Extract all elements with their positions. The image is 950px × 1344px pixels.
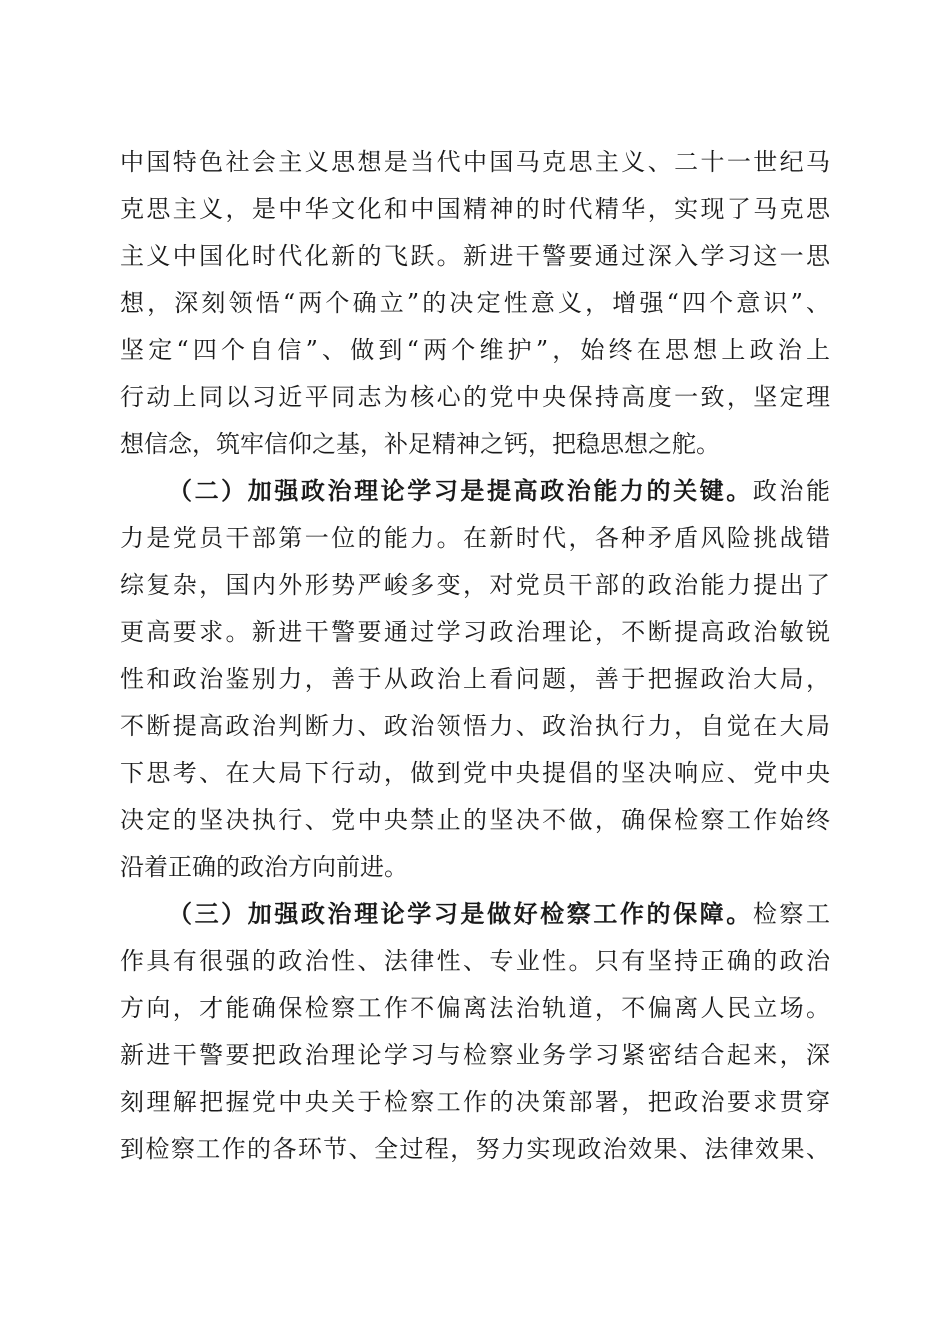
body-text-line: 沿着正确的政治方向前进。 <box>120 853 408 881</box>
section-first-line <box>168 471 830 511</box>
section-heading: （二）加强政治理论学习是提高政治能力的关键。 <box>168 476 753 505</box>
body-text-line: 克思主义，是中华文化和中国精神的时代精华，实现了马克思 <box>120 195 830 223</box>
body-text-line: 刻理解把握党中央关于检察工作的决策部署，把政治要求贯穿 <box>120 1088 830 1116</box>
body-text-line: 行动上同以习近平同志为核心的党中央保持高度一致，坚定理 <box>120 383 830 411</box>
body-text-line: 不断提高政治判断力、政治领悟力、政治执行力，自觉在大局 <box>120 712 830 740</box>
section-first-line <box>168 894 830 934</box>
body-text-line: 想，深刻领悟“两个确立”的决定性意义，增强“四个意识”、 <box>120 289 830 317</box>
body-text-line: 作具有很强的政治性、法律性、专业性。只有坚持正确的政治 <box>120 947 830 975</box>
body-text-line: 中国特色社会主义思想是当代中国马克思主义、二十一世纪马 <box>120 148 830 176</box>
body-text-line: 力是党员干部第一位的能力。在新时代，各种矛盾风险挑战错 <box>120 524 830 552</box>
body-text-line: 综复杂，国内外形势严峻多变，对党员干部的政治能力提出了 <box>120 571 830 599</box>
section-heading: （三）加强政治理论学习是做好检察工作的保障。 <box>168 899 753 928</box>
body-text: 检察工 <box>752 900 831 928</box>
body-text: 政治能 <box>752 477 831 505</box>
body-text-line: 想信念，筑牢信仰之基，补足精神之钙，把稳思想之舵。 <box>120 430 720 458</box>
body-text-line: 决定的坚决执行、党中央禁止的坚决不做，确保检察工作始终 <box>120 806 830 834</box>
body-text-line: 坚定“四个自信”、做到“两个维护”，始终在思想上政治上 <box>120 336 830 364</box>
body-text-line: 更高要求。新进干警要通过学习政治理论，不断提高政治敏锐 <box>120 618 830 646</box>
body-text-line: 主义中国化时代化新的飞跃。新进干警要通过深入学习这一思 <box>120 242 830 270</box>
body-text-line: 下思考、在大局下行动，做到党中央提倡的坚决响应、党中央 <box>120 759 830 787</box>
body-text-line: 方向，才能确保检察工作不偏离法治轨道，不偏离人民立场。 <box>120 994 830 1022</box>
body-text-line: 新进干警要把政治理论学习与检察业务学习紧密结合起来，深 <box>120 1041 830 1069</box>
body-text-line: 性和政治鉴别力，善于从政治上看问题，善于把握政治大局， <box>120 665 830 693</box>
body-text-line: 到检察工作的各环节、全过程，努力实现政治效果、法律效果、 <box>120 1135 830 1163</box>
